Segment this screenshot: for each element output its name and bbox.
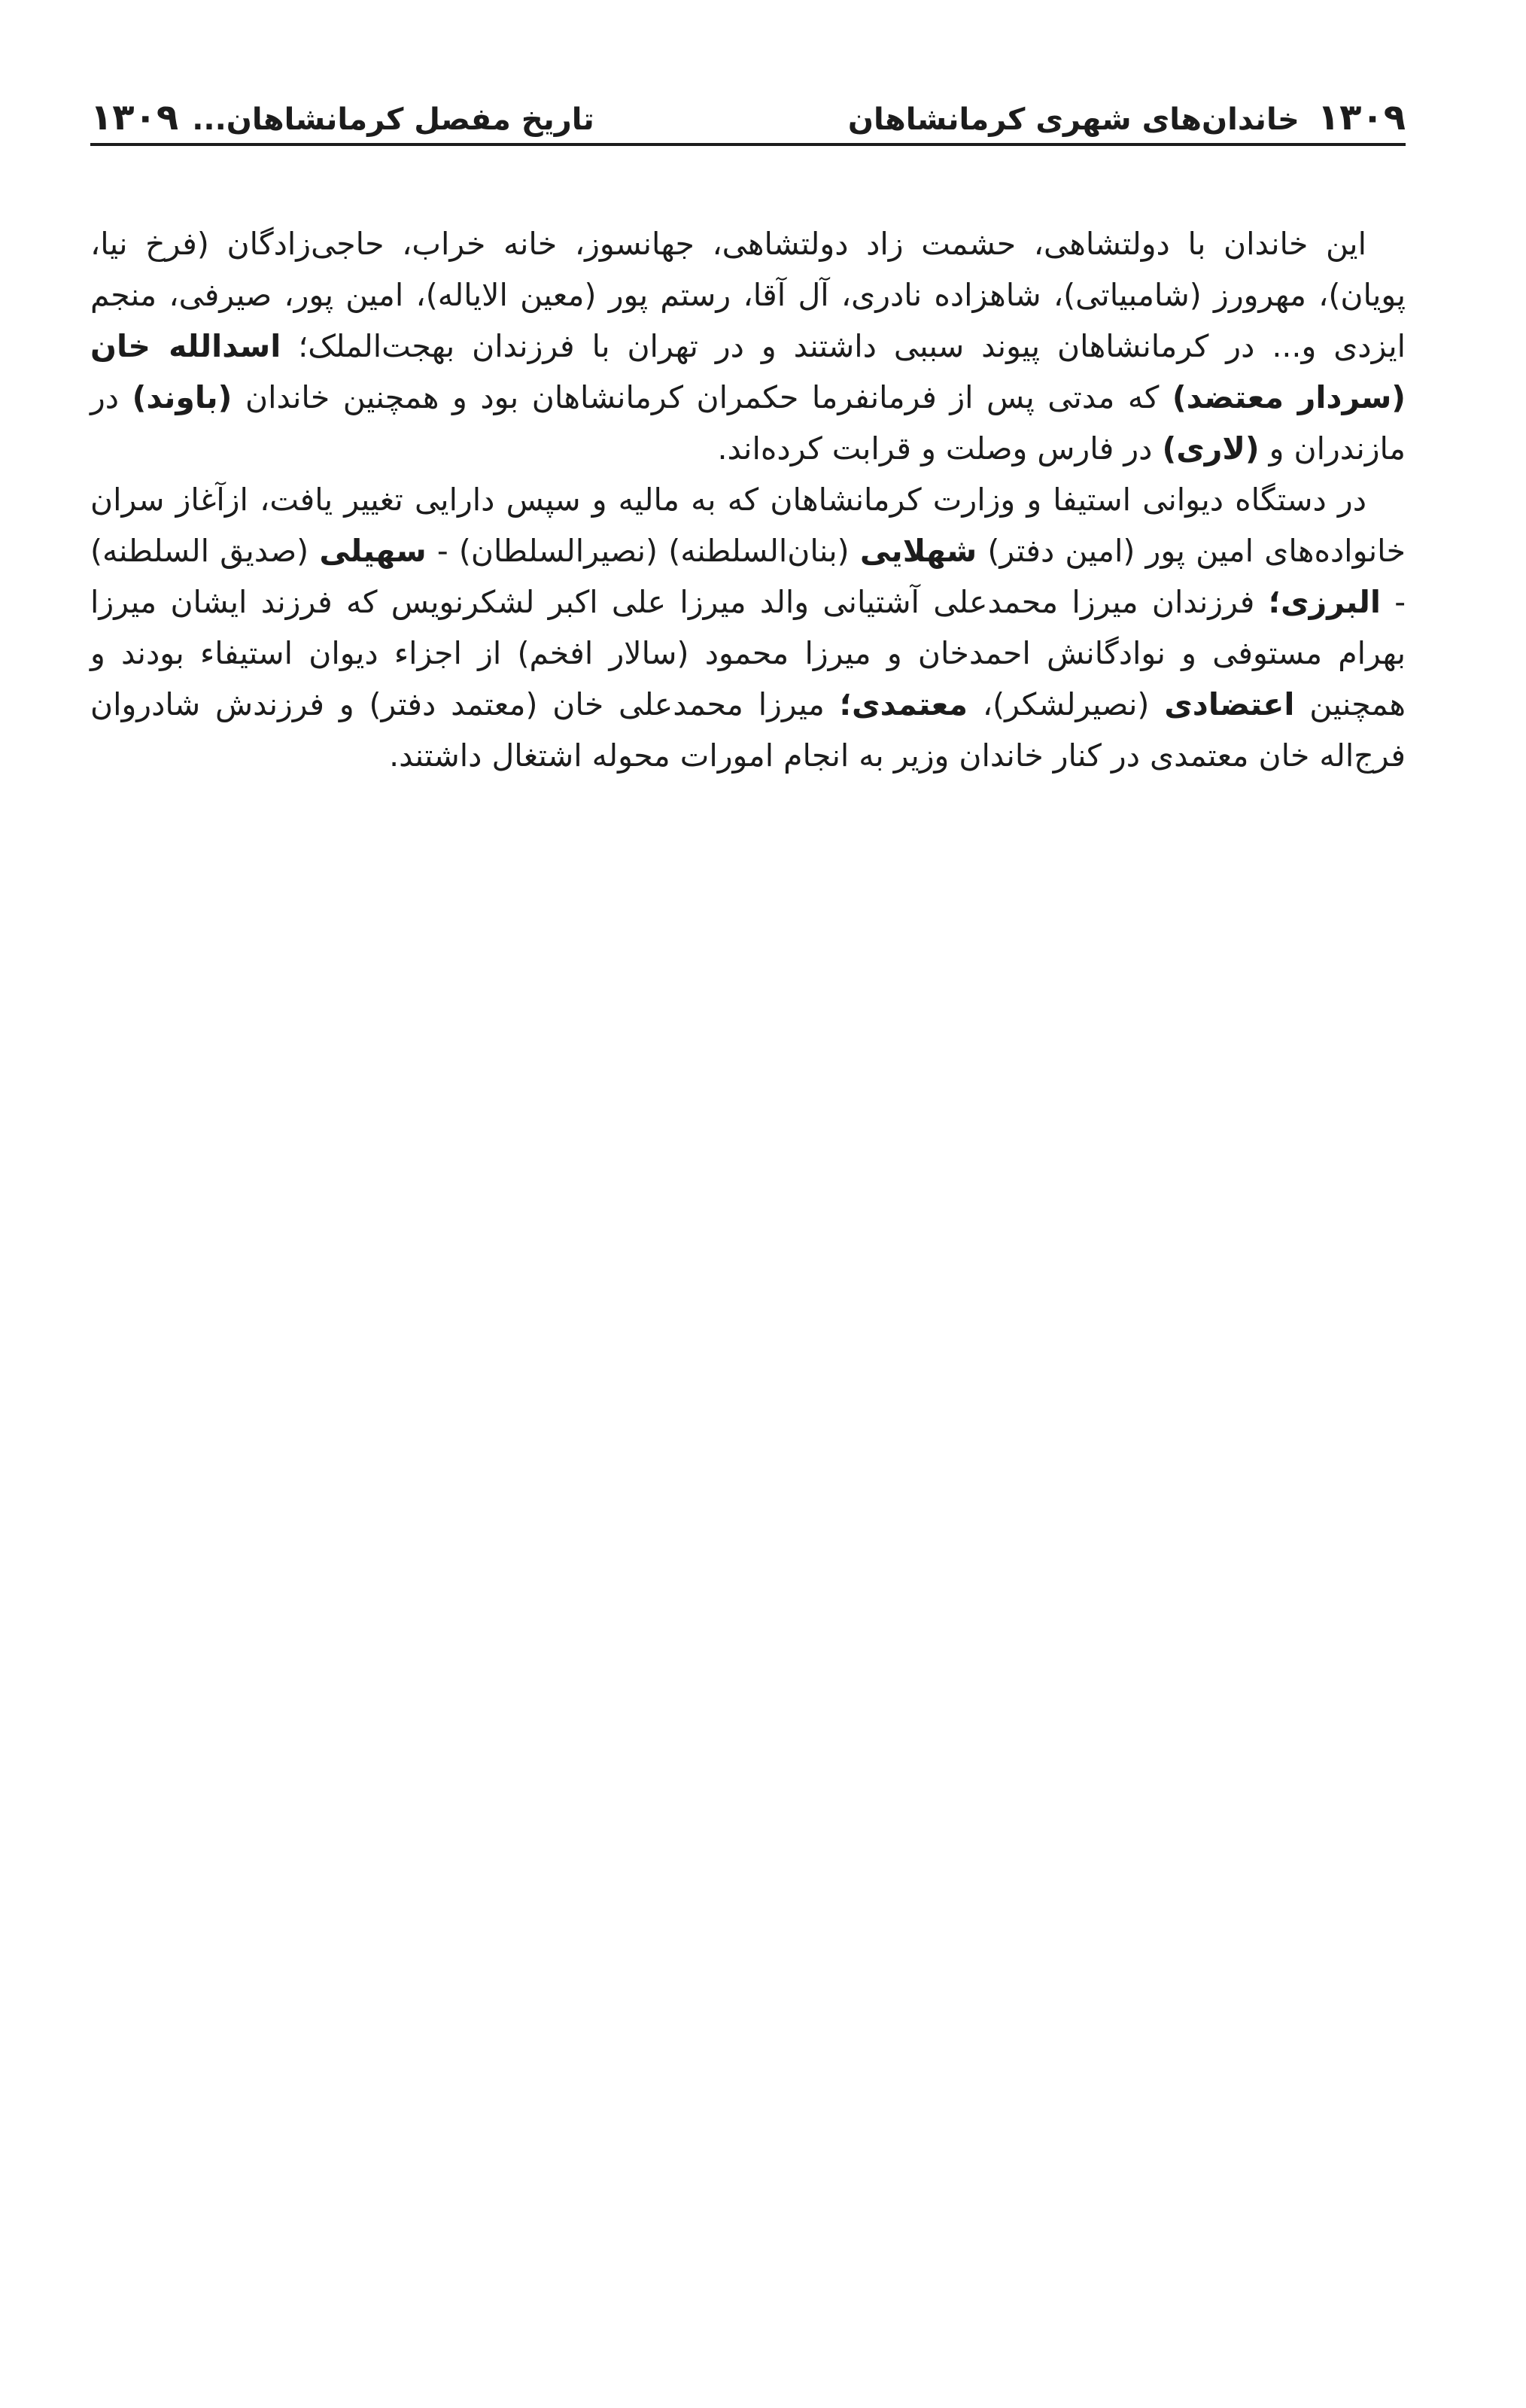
right-page-number: ۱۳۰۹ — [1317, 96, 1406, 138]
text-segment: در مازندران و — [90, 379, 1406, 467]
paragraph-2 — [90, 474, 1406, 781]
running-header — [90, 89, 1406, 144]
bold-name: شهلایی — [859, 533, 977, 569]
text-segment: (نصیرلشکر)، — [968, 686, 1165, 722]
bold-name: سهیلی — [319, 533, 427, 569]
body-text — [90, 218, 1406, 781]
text-segment: (صدیق السلطنه) - — [90, 533, 1406, 620]
left-running-title: تاریخ مفصل کرمانشاهان... — [192, 102, 594, 137]
bold-name: اسدالله خان (سردار معتضد) — [90, 328, 1406, 415]
text-segment: در فارس وصلت و قرابت کرده‌اند. — [717, 430, 1163, 467]
bold-name: البرزی؛ — [1268, 584, 1381, 620]
bold-name: معتمدی؛ — [839, 686, 968, 722]
text-segment: در دستگاه دیوانی استیفا و وزارت کرمانشاهان که به مالیه و سپس دارایی تغییر یافت، ازآغاز سران خانواده‌های امین پور (امین دفتر) — [90, 482, 1406, 569]
text-segment: این خاندان با دولتشاهی، حشمت زاد دولتشاهی، جهانسوز، خانه خراب، حاجی‌زادگان (فرخ نیا، پویان)، مهرورز (شامبیاتی)، شاهزاده نادری، آل آقا، رستم پور (معین الایاله)، امین پور، صیرفی، منجم ایزدی و... در کرمانشاهان پیوند سببی داشتند و در تهران با فرزندان بهجت‌الملک؛ — [90, 226, 1406, 364]
text-segment: که مدتی پس از فرمانفرما حکمران کرمانشاهان بود و همچنین خاندان — [232, 379, 1172, 415]
right-running-title: خاندان‌های شهری کرمانشاهان — [847, 102, 1300, 137]
paragraph-1 — [90, 218, 1406, 474]
header-right — [848, 96, 1406, 138]
text-segment: میرزا محمدعلی خان (معتمد دفتر) و فرزندش شادروان فرج‌اله خان معتمدی در کنار خاندان وزیر به انجام امورات محوله اشتغال داشتند. — [90, 686, 1406, 774]
bold-name: (باوند) — [132, 379, 233, 415]
header-left — [90, 96, 594, 138]
bold-name: اعتضادی — [1164, 686, 1295, 722]
text-segment: (بنان‌السلطنه) (نصیرالسلطان) - — [426, 533, 860, 569]
header-rule — [90, 143, 1406, 146]
bold-name: (لاری) — [1162, 430, 1260, 467]
left-page-number: ۱۳۰۹ — [90, 96, 179, 138]
text-segment: فرزندان میرزا محمدعلی آشتیانی والد میرزا علی اکبر لشکرنویس که فرزند ایشان میرزا بهرام مستوفی و نوادگانش احمدخان و میرزا محمود (سالار افخم) از اجزاء دیوان استیفاء بودند و همچنین — [90, 584, 1406, 722]
